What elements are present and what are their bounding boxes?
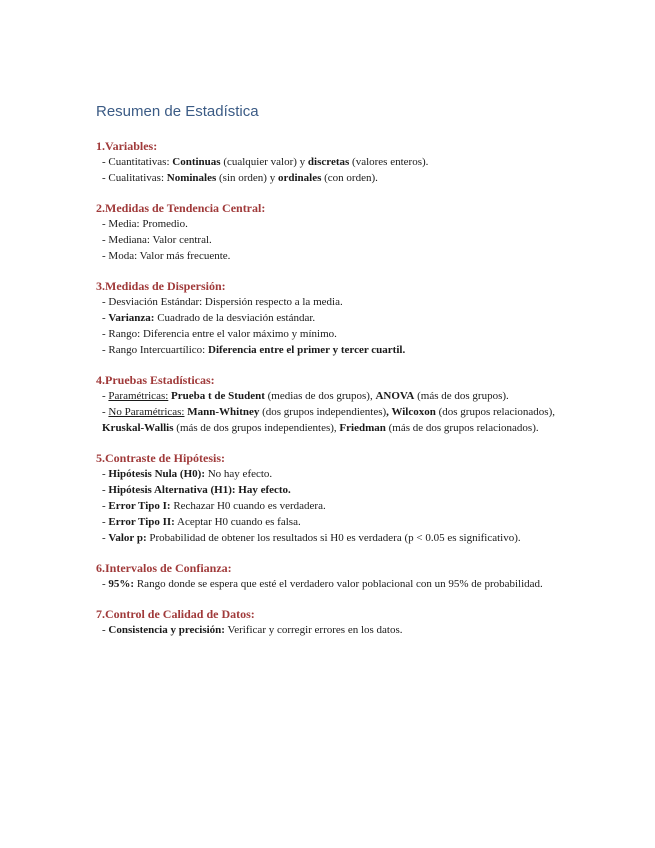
list-item: - Rango Intercuartílico: Diferencia entre el primer y tercer cuartil. — [102, 344, 406, 356]
section-calidad-datos — [96, 606, 566, 638]
list-item: - Mediana: Valor central. — [102, 234, 212, 246]
section-heading: 4.Pruebas Estadísticas: — [96, 373, 215, 387]
list-item: - Error Tipo I: Rechazar H0 cuando es verdadera. — [102, 500, 326, 512]
section-tendencia-central — [96, 200, 566, 264]
section-heading: 3.Medidas de Dispersión: — [96, 279, 226, 293]
list-item: - Varianza: Cuadrado de la desviación estándar. — [102, 312, 316, 324]
list-item: - Moda: Valor más frecuente. — [102, 250, 231, 262]
document-body — [96, 138, 566, 652]
list-item: - Valor p: Probabilidad de obtener los resultados si H0 es verdadera (p < 0.05 es significativo). — [102, 532, 521, 544]
section-heading: 7.Control de Calidad de Datos: — [96, 607, 255, 621]
list-item: - Desviación Estándar: Dispersión respecto a la media. — [102, 296, 343, 308]
list-item: - Consistencia y precisión: Verificar y corregir errores en los datos. — [102, 624, 403, 636]
section-heading: 6.Intervalos de Confianza: — [96, 561, 232, 575]
section-dispersion — [96, 278, 566, 358]
section-pruebas — [96, 372, 566, 436]
section-heading: 1.Variables: — [96, 139, 158, 153]
list-item: - Error Tipo II: Aceptar H0 cuando es falsa. — [102, 516, 301, 528]
section-hipotesis — [96, 450, 566, 546]
section-intervalos — [96, 560, 566, 592]
list-item: - Hipótesis Nula (H0): No hay efecto. — [102, 468, 273, 480]
list-item: - 95%: Rango donde se espera que esté el verdadero valor poblacional con un 95% de probabilidad. — [102, 578, 543, 590]
list-item: - Rango: Diferencia entre el valor máximo y mínimo. — [102, 328, 337, 340]
list-item: - Cuantitativas: Continuas (cualquier valor) y discretas (valores enteros). — [102, 156, 429, 168]
list-item: - No Paramétricas: Mann-Whitney (dos grupos independientes), Wilcoxon (dos grupos relacionados), Kruskal-Wallis (más de dos grupos independientes), Friedman (más de dos grupos relacionados). — [102, 406, 555, 434]
document-title: Resumen de Estadística — [96, 103, 259, 120]
list-item: - Hipótesis Alternativa (H1): Hay efecto. — [102, 484, 291, 496]
list-item: - Cualitativas: Nominales (sin orden) y ordinales (con orden). — [102, 172, 378, 184]
section-heading: 2.Medidas de Tendencia Central: — [96, 201, 266, 215]
list-item: - Paramétricas: Prueba t de Student (medias de dos grupos), ANOVA (más de dos grupos). — [102, 390, 509, 402]
section-heading: 5.Contraste de Hipótesis: — [96, 451, 225, 465]
section-variables — [96, 138, 566, 186]
list-item: - Media: Promedio. — [102, 218, 188, 230]
